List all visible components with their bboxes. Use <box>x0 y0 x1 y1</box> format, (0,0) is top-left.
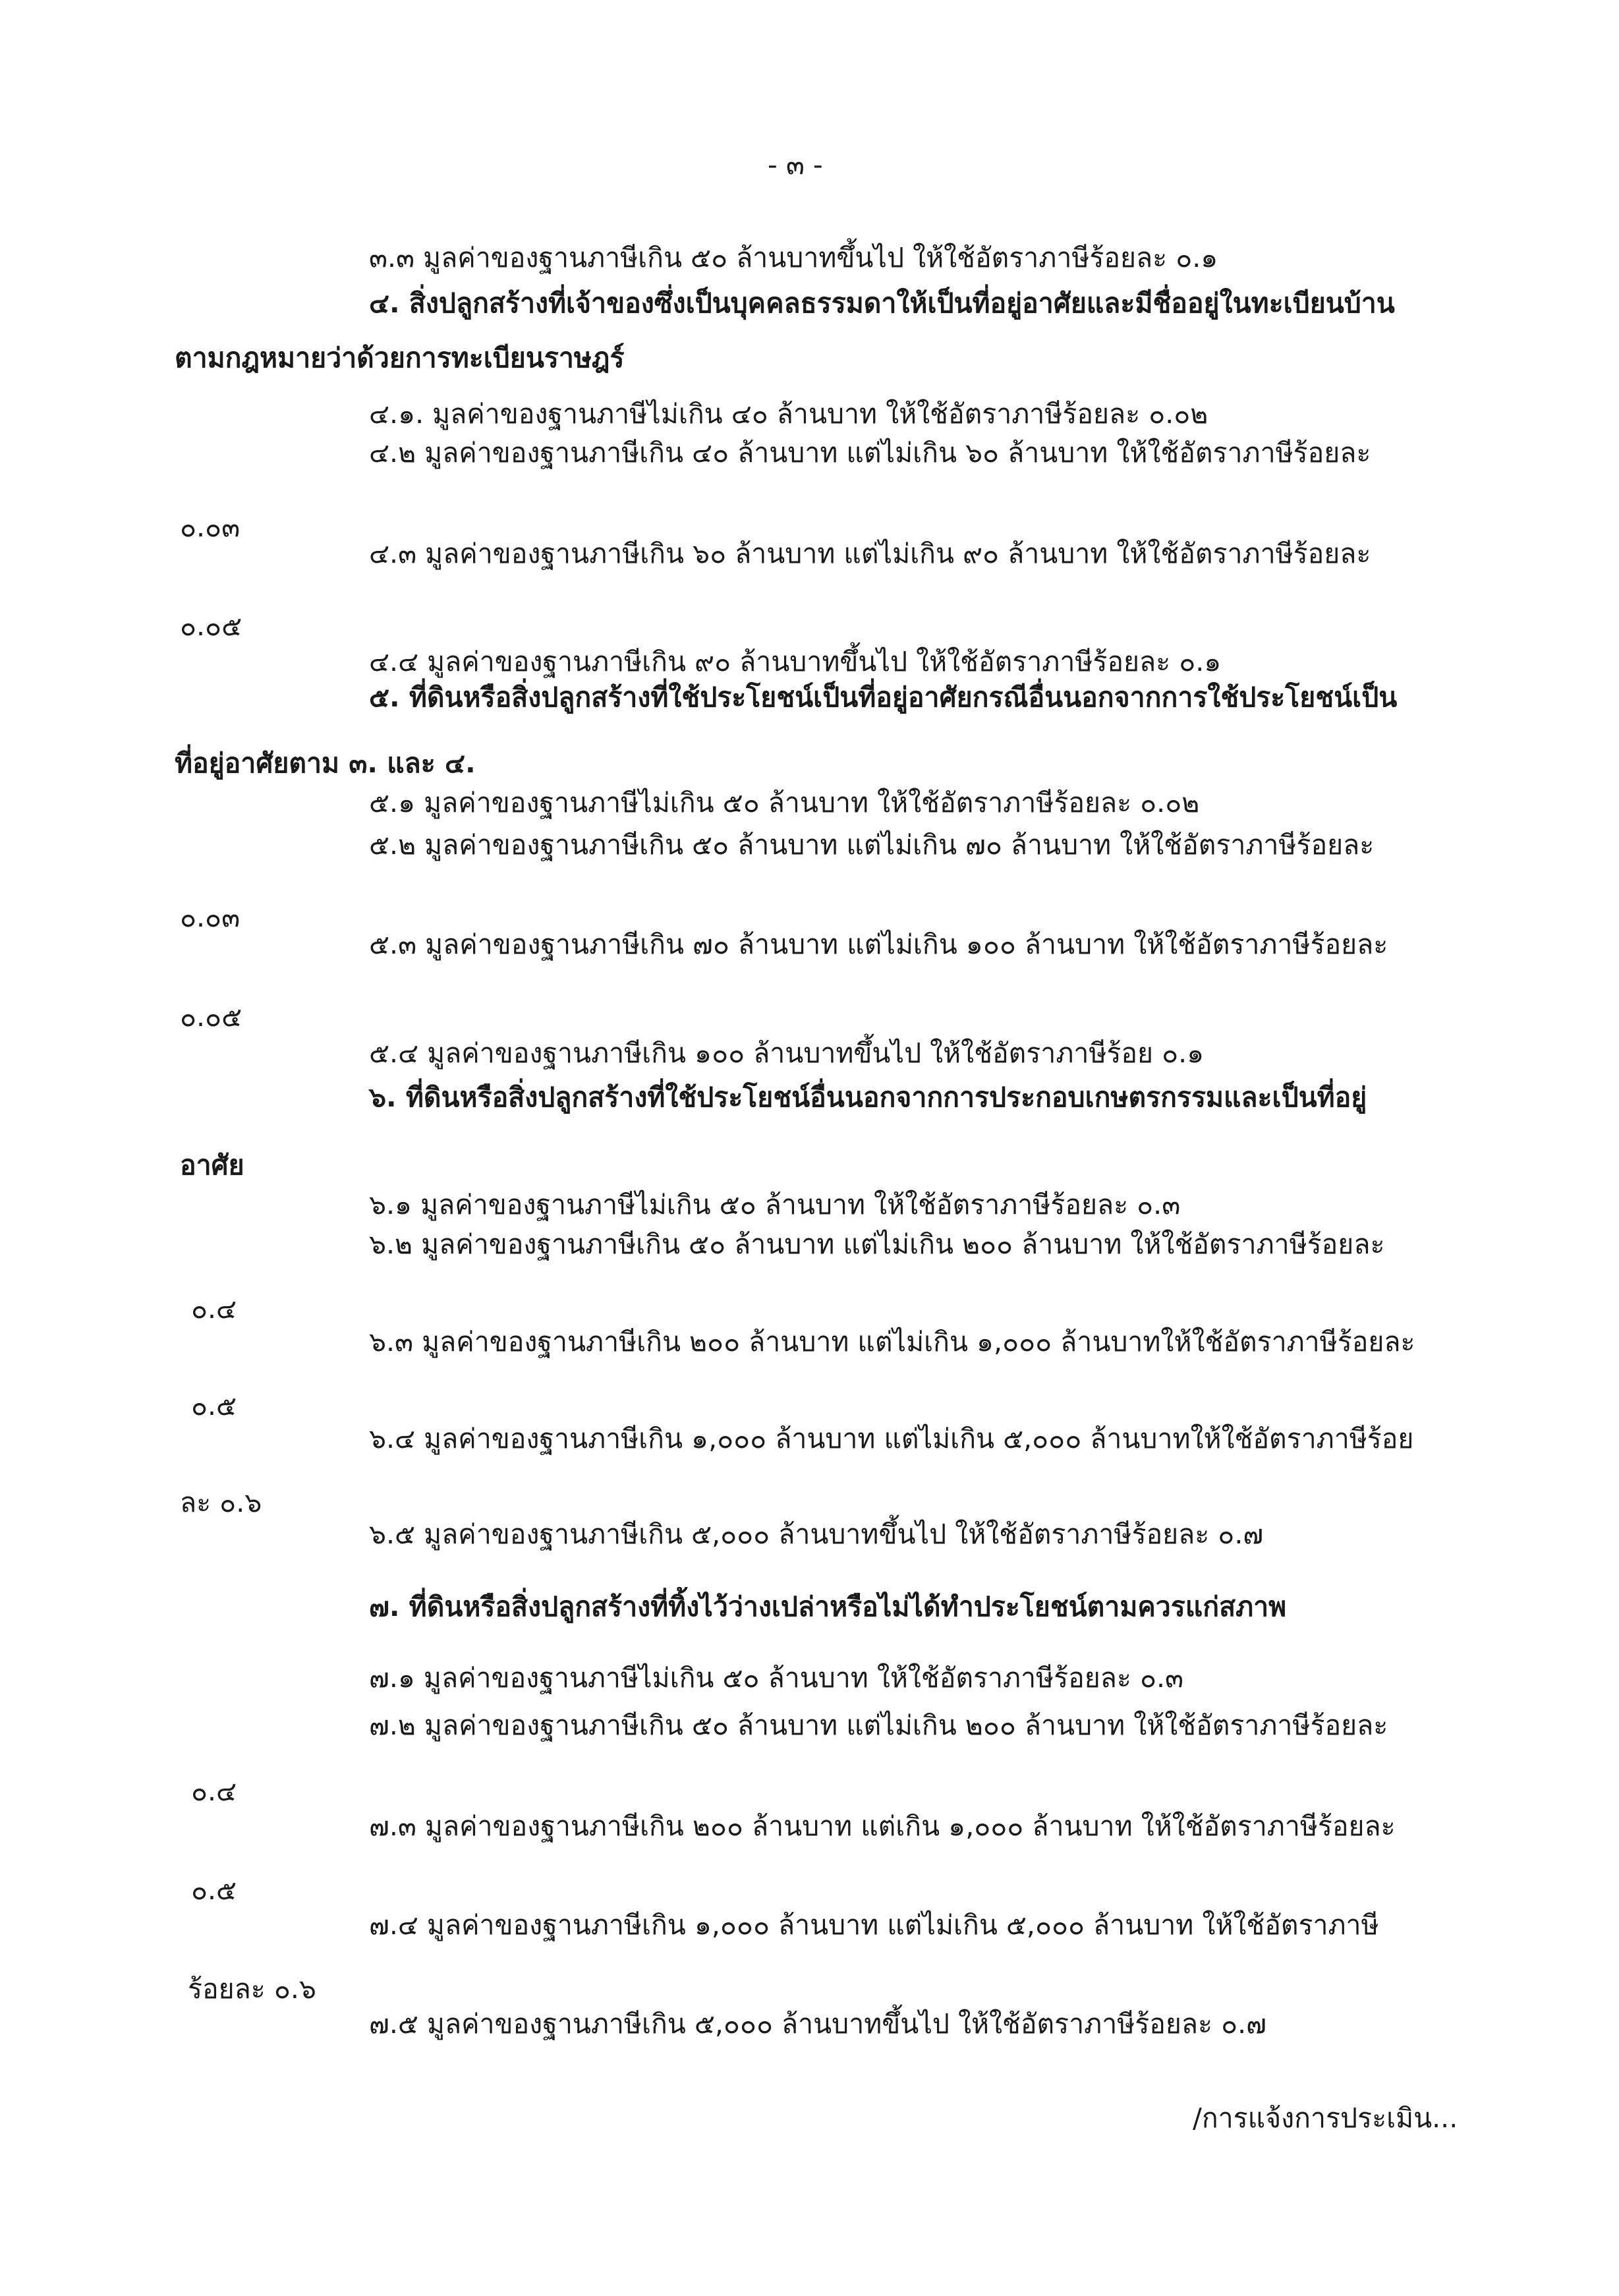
item-6-4-cont: ละ ๐.๖ <box>180 1487 262 1518</box>
section-4-heading-cont: ตามกฎหมายว่าด้วยการทะเบียนราษฎร์ <box>175 342 625 374</box>
item-6-3-cont: ๐.๕ <box>191 1390 237 1421</box>
page-number: - ๓ - <box>768 149 823 181</box>
continuation-footer: /การแจ้งการประเมิน... <box>1193 2102 1458 2134</box>
item-7-3: ๗.๓ มูลค่าของฐานภาษีเกิน ๒๐๐ ล้านบาท แต่เกิน ๑,๐๐๐ ล้านบาท ให้ใช้อัตราภาษีร้อยละ <box>369 1810 1396 1842</box>
item-7-5: ๗.๕ มูลค่าของฐานภาษีเกิน ๕,๐๐๐ ล้านบาทขึ้นไป ให้ใช้อัตราภาษีร้อยละ ๐.๗ <box>369 2008 1266 2040</box>
item-3-3: ๓.๓ มูลค่าของฐานภาษีเกิน ๕๐ ล้านบาทขึ้นไป ให้ใช้อัตราภาษีร้อยละ ๐.๑ <box>369 242 1218 273</box>
item-7-1: ๗.๑ มูลค่าของฐานภาษีไม่เกิน ๕๐ ล้านบาท ให้ใช้อัตราภาษีร้อยละ ๐.๓ <box>369 1662 1184 1694</box>
section-6-heading-cont: อาศัย <box>180 1149 244 1181</box>
item-5-3: ๕.๓ มูลค่าของฐานภาษีเกิน ๗๐ ล้านบาท แต่ไม่เกิน ๑๐๐ ล้านบาท ให้ใช้อัตราภาษีร้อยละ <box>369 929 1388 960</box>
item-5-2: ๕.๒ มูลค่าของฐานภาษีเกิน ๕๐ ล้านบาท แต่ไม่เกิน ๗๐ ล้านบาท ให้ใช้อัตราภาษีร้อยละ <box>369 829 1375 861</box>
section-4-heading: ๔. สิ่งปลูกสร้างที่เจ้าของซึ่งเป็นบุคคลธรรมดาให้เป็นที่อยู่อาศัยและมีชื่ออยู่ในทะเบียนบ้าน <box>369 287 1395 319</box>
item-7-3-cont: ๐.๕ <box>191 1874 237 1906</box>
item-6-3: ๖.๓ มูลค่าของฐานภาษีเกิน ๒๐๐ ล้านบาท แต่ไม่เกิน ๑,๐๐๐ ล้านบาทให้ใช้อัตราภาษีร้อยละ <box>369 1326 1415 1358</box>
item-6-2-cont: ๐.๔ <box>191 1293 237 1325</box>
item-5-1: ๕.๑ มูลค่าของฐานภาษีไม่เกิน ๕๐ ล้านบาท ให้ใช้อัตราภาษีร้อยละ ๐.๐๒ <box>369 787 1200 818</box>
item-7-2-cont: ๐.๔ <box>191 1775 237 1807</box>
item-7-4-cont: ร้อยละ ๐.๖ <box>188 1973 316 2005</box>
item-4-2-cont: ๐.๐๓ <box>180 511 241 543</box>
item-4-2: ๔.๒ มูลค่าของฐานภาษีเกิน ๔๐ ล้านบาท แต่ไม่เกิน ๖๐ ล้านบาท ให้ใช้อัตราภาษีร้อยละ <box>369 437 1371 469</box>
section-5-heading: ๕. ที่ดินหรือสิ่งปลูกสร้างที่ใช้ประโยชน์เป็นที่อยู่อาศัยกรณีอื่นนอกจากการใช้ประโยชน์เป็น <box>369 681 1398 713</box>
item-5-2-cont: ๐.๐๓ <box>180 902 241 933</box>
section-6-heading: ๖. ที่ดินหรือสิ่งปลูกสร้างที่ใช้ประโยชน์อื่นนอกจากการประกอบเกษตรกรรมและเป็นที่อยู่ <box>369 1081 1367 1113</box>
item-7-2: ๗.๒ มูลค่าของฐานภาษีเกิน ๕๐ ล้านบาท แต่ไม่เกิน ๒๐๐ ล้านบาท ให้ใช้อัตราภาษีร้อยละ <box>369 1709 1388 1741</box>
item-4-1: ๔.๑. มูลค่าของฐานภาษีไม่เกิน ๔๐ ล้านบาท ให้ใช้อัตราภาษีร้อยละ ๐.๐๒ <box>369 398 1208 430</box>
item-6-1: ๖.๑ มูลค่าของฐานภาษีไม่เกิน ๕๐ ล้านบาท ให้ใช้อัตราภาษีร้อยละ ๐.๓ <box>369 1189 1181 1220</box>
item-7-4: ๗.๔ มูลค่าของฐานภาษีเกิน ๑,๐๐๐ ล้านบาท แต่ไม่เกิน ๕,๐๐๐ ล้านบาท ให้ใช้อัตราภาษี <box>369 1909 1379 1941</box>
item-6-5: ๖.๕ มูลค่าของฐานภาษีเกิน ๕,๐๐๐ ล้านบาทขึ้นไป ให้ใช้อัตราภาษีร้อยละ ๐.๗ <box>369 1518 1264 1550</box>
item-4-3-cont: ๐.๐๕ <box>180 610 242 642</box>
item-6-4: ๖.๔ มูลค่าของฐานภาษีเกิน ๑,๐๐๐ ล้านบาท แต่ไม่เกิน ๕,๐๐๐ ล้านบาทให้ใช้อัตราภาษีร้อย <box>369 1423 1414 1454</box>
item-5-4: ๕.๔ มูลค่าของฐานภาษีเกิน ๑๐๐ ล้านบาทขึ้นไป ให้ใช้อัตราภาษีร้อย ๐.๑ <box>369 1037 1205 1069</box>
item-4-3: ๔.๓ มูลค่าของฐานภาษีเกิน ๖๐ ล้านบาท แต่ไม่เกิน ๙๐ ล้านบาท ให้ใช้อัตราภาษีร้อยละ <box>369 538 1371 569</box>
section-5-heading-cont: ที่อยู่อาศัยตาม ๓. และ ๔. <box>175 747 476 779</box>
item-6-2: ๖.๒ มูลค่าของฐานภาษีเกิน ๕๐ ล้านบาท แต่ไม่เกิน ๒๐๐ ล้านบาท ให้ใช้อัตราภาษีร้อยละ <box>369 1228 1385 1260</box>
item-4-4: ๔.๔ มูลค่าของฐานภาษีเกิน ๙๐ ล้านบาทขึ้นไป ให้ใช้อัตราภาษีร้อยละ ๐.๑ <box>369 646 1222 677</box>
item-5-3-cont: ๐.๐๕ <box>180 1001 242 1033</box>
section-7-heading: ๗. ที่ดินหรือสิ่งปลูกสร้างที่ทิ้งไว้ว่างเปล่าหรือไม่ได้ทำประโยชน์ตามควรแก่สภาพ <box>369 1591 1287 1622</box>
